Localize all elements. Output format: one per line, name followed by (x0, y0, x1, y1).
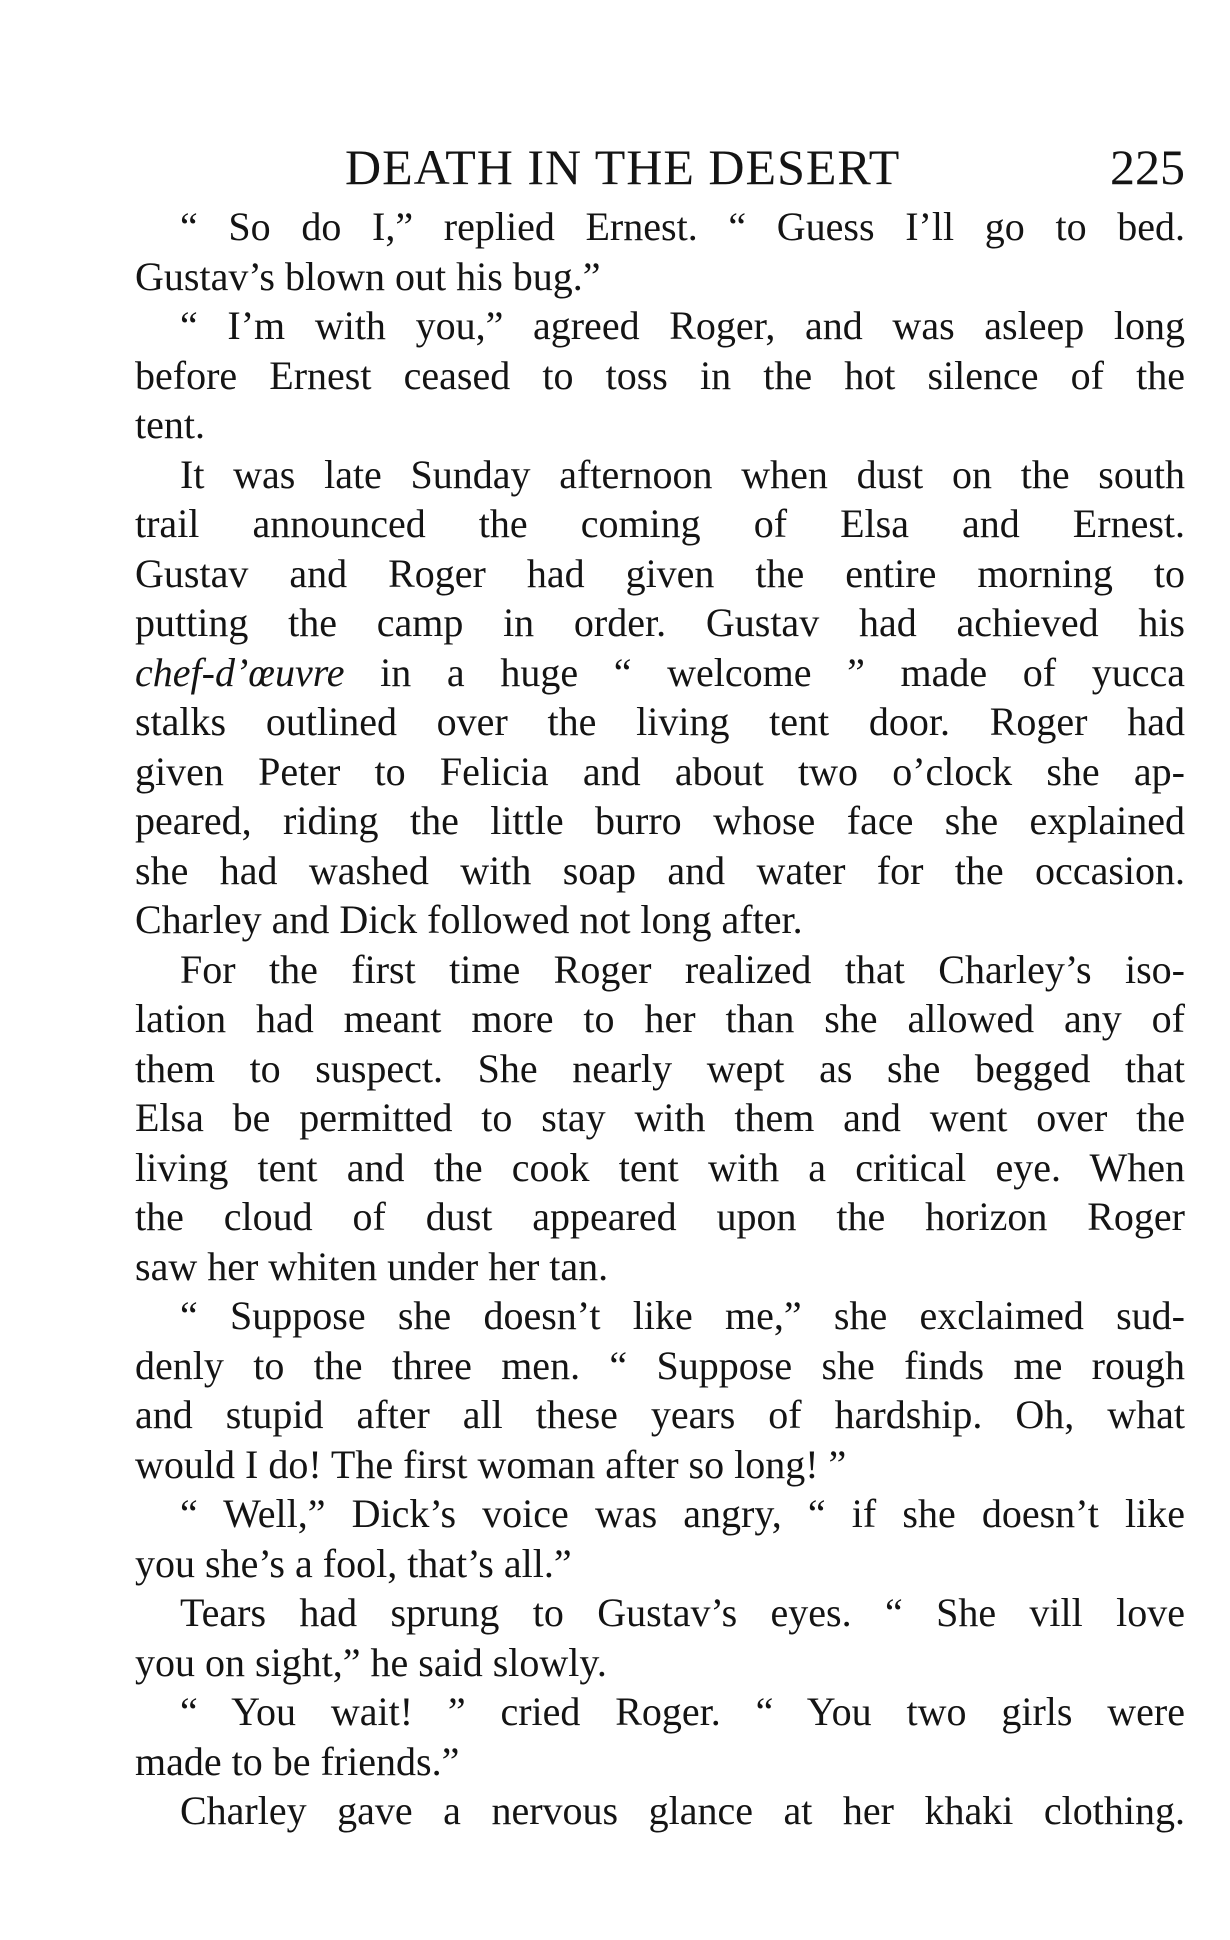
line-text: in a huge “ welcome ” made of yucca (344, 649, 1185, 695)
text-line: denly to the three men. “ Suppose she finds me rough (135, 1342, 1185, 1388)
text-line: putting the camp in order. Gustav had achieved his (135, 600, 1185, 645)
text-line: made to be friends.” (135, 1738, 460, 1784)
text-line: the cloud of dust appeared upon the horizon Roger (135, 1194, 1185, 1239)
body-text (135, 202, 1185, 1836)
text-line: “ I’m with you,” agreed Roger, and was asleep long (180, 303, 1185, 348)
text-line: “ You wait! ” cried Roger. “ You two girls were (180, 1689, 1185, 1734)
page-number: 225 (1110, 139, 1185, 195)
text-line (135, 648, 1185, 698)
text-line: them to suspect. She nearly wept as she begged that (135, 1045, 1185, 1091)
text-line: Gustav’s blown out his bug.” (135, 253, 601, 299)
text-line: Gustav and Roger had given the entire morning to (135, 550, 1185, 596)
text-line: you she’s a fool, that’s all.” (135, 1540, 572, 1586)
text-line: before Ernest ceased to toss in the hot silence of the (135, 352, 1185, 398)
text-line: “ Suppose she doesn’t like me,” she exclaimed sud- (180, 1293, 1185, 1338)
text-line: stalks outlined over the living tent door. Roger had (135, 699, 1185, 744)
running-title: DEATH IN THE DESERT (345, 139, 901, 195)
text-line: you on sight,” he said slowly. (135, 1639, 607, 1685)
text-line: Tears had sprung to Gustav’s eyes. “ She vill love (180, 1590, 1185, 1635)
text-line: tent. (135, 402, 205, 447)
text-line: given Peter to Felicia and about two o’clock she ap- (135, 748, 1185, 794)
text-line: “ So do I,” replied Ernest. “ Guess I’ll go to bed. (180, 204, 1185, 249)
text-line: Charley gave a nervous glance at her khaki clothing. (180, 1788, 1185, 1833)
text-line: Charley and Dick followed not long after. (135, 897, 803, 942)
text-line: peared, riding the little burro whose face she explained (135, 798, 1185, 843)
text-line: Elsa be permitted to stay with them and went over the (135, 1095, 1185, 1140)
text-line: living tent and the cook tent with a critical eye. When (135, 1144, 1185, 1190)
text-line: It was late Sunday afternoon when dust on the south (180, 451, 1185, 497)
text-line: trail announced the coming of Elsa and Ernest. (135, 501, 1185, 546)
italic-phrase: chef-d’œuvre (135, 649, 345, 695)
text-line: she had washed with soap and water for the occasion. (135, 847, 1185, 893)
text-line: For the first time Roger realized that Charley’s iso- (180, 946, 1185, 992)
text-line: “ Well,” Dick’s voice was angry, “ if she doesn’t like (180, 1491, 1185, 1536)
text-line: would I do! The first woman after so long! ” (135, 1441, 847, 1487)
page-header (135, 132, 1185, 202)
text-line: and stupid after all these years of hardship. Oh, what (135, 1392, 1185, 1437)
text-line: lation had meant more to her than she allowed any of (135, 996, 1185, 1041)
text-line: saw her whiten under her tan. (135, 1243, 609, 1289)
